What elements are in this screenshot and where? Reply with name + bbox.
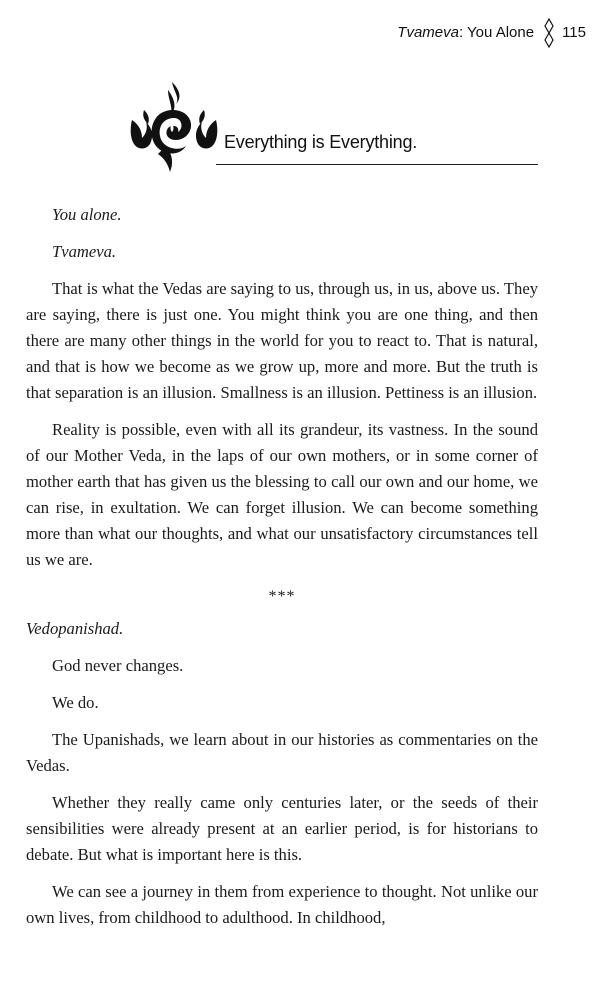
chapter-title: Everything is Everything. <box>224 132 418 152</box>
running-header-title: : You Alone <box>458 24 535 41</box>
heading-rule <box>216 164 538 165</box>
paragraph: Reality is possible, even with all its grandeur, its vastness. In the sound of our Mother Veda, in the laps of our own mothers, or in some corner of mother earth that has given us the blessing to call our own and our home, we can rise, in exultation. We can forget illusion. We can become something more than what our thoughts, and what our unsatisfactory circumstances tell us we are. <box>26 420 538 569</box>
paragraph: You alone. <box>52 205 122 224</box>
chapter-heading <box>128 80 540 180</box>
page-number: 115 <box>562 24 586 41</box>
paragraph: That is what the Vedas are saying to us, through us, in us, above us. They are saying, there is just one. You might think you are one thing, and then there are many other things in the world for you to react to. That is natural, and that is how we become as we grow up, more and more. But the truth is that separation is an illusion. Smallness is an illusion. Pettiness is an illusion. <box>26 279 538 402</box>
paragraph: God never changes. <box>52 656 184 675</box>
paragraph: We can see a journey in them from experience to thought. Not unlike our own lives, from childhood to adulthood. In childhood, <box>26 882 538 927</box>
body-text <box>26 202 538 942</box>
paragraph: Tvameva. <box>52 242 117 261</box>
running-header-title-italic: Tvameva <box>397 24 459 41</box>
running-header <box>397 18 586 48</box>
section-separator: *** <box>268 588 296 605</box>
double-diamond-ornament-icon <box>544 18 554 48</box>
flame-emblem-icon <box>128 80 220 180</box>
paragraph: Whether they really came only centuries later, or the seeds of their sensibilities were already present at an earlier period, is for historians to debate. But what is important here is this. <box>26 793 538 864</box>
paragraph: Vedopanishad. <box>26 619 124 638</box>
paragraph: The Upanishads, we learn about in our histories as commentaries on the Vedas. <box>26 730 538 775</box>
paragraph: We do. <box>52 693 99 712</box>
